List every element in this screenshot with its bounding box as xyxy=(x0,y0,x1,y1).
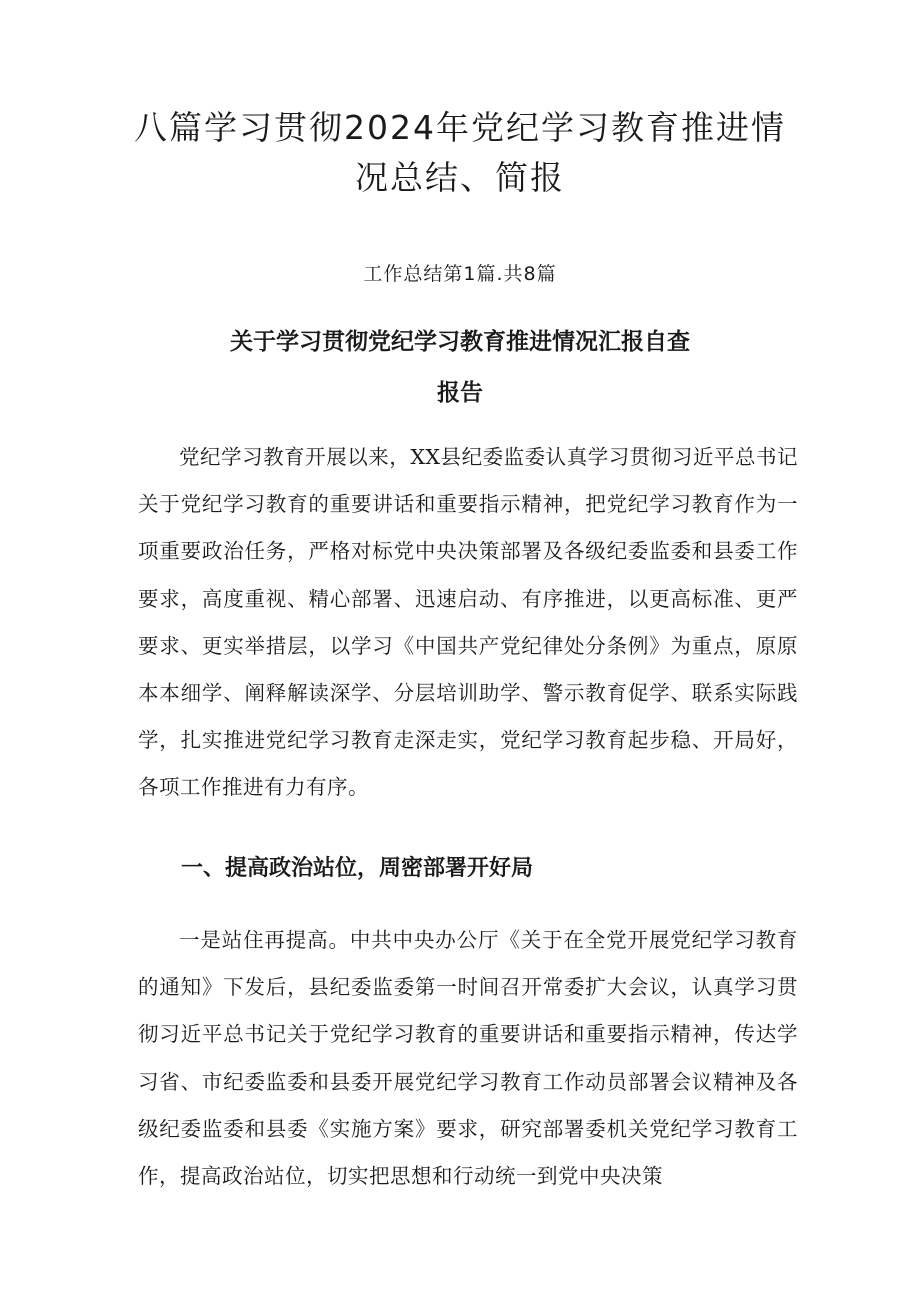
document-subtitle: 工作总结第1篇.共8篇 xyxy=(363,263,557,285)
document-title-line-2: 况总结、简报 xyxy=(355,158,565,197)
report-title-line-1: 关于学习贯彻党纪学习教育推进情况汇报自查 xyxy=(230,329,690,355)
intro-paragraph: 党纪学习教育开展以来，XX县纪委监委认真学习贯彻习近平总书记关于党纪学习教育的重要讲话和重要指示精神，把党纪学习教育作为一项重要政治任务，严格对标党中央决策部署及各级纪委监委和县委工作要求，高度重视、精心部署、迅速启动、有序推进，以更高标准、更严要求、更实举措层，以学习《中国共产党纪律处分条例》为重点，原原本本细学、阐释解读深学、分层培训助学、警示教育促学、联系实际践学，扎实推进党纪学习教育走深走实，党纪学习教育起步稳、开局好，各项工作推进有力有序。 xyxy=(138,445,798,800)
document-title-line-1: 八篇学习贯彻2024年党纪学习教育推进情 xyxy=(134,108,786,147)
section-1-heading: 一、提高政治站位，周密部署开好局 xyxy=(181,856,534,881)
report-title-line-2: 报告 xyxy=(437,380,483,406)
section-1-paragraph: 一是站住再提高。中共中央办公厅《关于在全党开展党纪学习教育的通知》下发后，县纪委监委第一时间召开常委扩大会议，认真学习贯彻习近平总书记关于党纪学习教育的重要讲话和重要指示精神，传达学习省、市纪委监委和县委开展党纪学习教育工作动员部署会议精神及各级纪委监委和县委《实施方案》要求，研究部署委机关党纪学习教育工作，提高政治站位，切实把思想和行动统一到党中央决策 xyxy=(138,928,798,1189)
